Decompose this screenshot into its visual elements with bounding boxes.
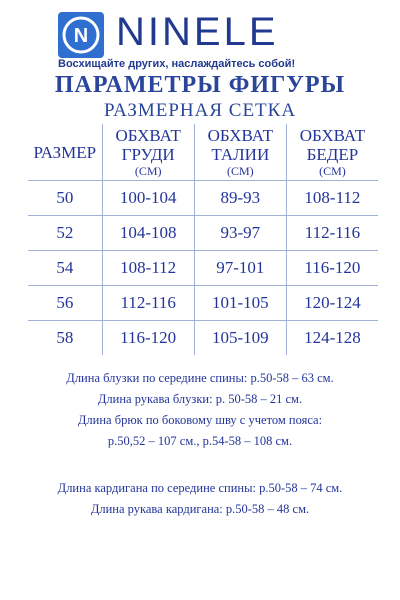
- note-cardigan-length: Длина кардигана по середине спины: р.50-58 – 74 см.: [57, 481, 343, 495]
- note-trousers-line2: р.50,52 – 107 см., р.54-58 – 108 см.: [107, 434, 293, 448]
- brand-header: [58, 10, 358, 68]
- header-chest-line1: ОБХВАТ: [115, 126, 181, 145]
- cell-size: 58: [28, 321, 102, 356]
- cell-chest: 100-104: [102, 181, 194, 216]
- cell-hips: 116-120: [286, 251, 378, 286]
- brand-slogan: Восхищайте других, наслаждайтесь собой!: [58, 58, 296, 70]
- header-waist: [194, 124, 286, 181]
- cell-chest: 108-112: [102, 251, 194, 286]
- cell-waist: 105-109: [194, 321, 286, 356]
- cell-size: 54: [28, 251, 102, 286]
- brand-logo-icon: [58, 12, 104, 58]
- measurement-notes: [0, 368, 400, 520]
- table-row: [28, 251, 378, 286]
- cell-size: 52: [28, 216, 102, 251]
- cell-hips: 124-128: [286, 321, 378, 356]
- cell-chest: 112-116: [102, 286, 194, 321]
- size-table-header: [28, 124, 378, 181]
- page-title: ПАРАМЕТРЫ ФИГУРЫ: [54, 72, 346, 98]
- note-trousers-line1: Длина брюк по боковому шву с учетом пояса:: [77, 413, 323, 427]
- header-hips-line1: ОБХВАТ: [299, 126, 366, 145]
- cell-hips: 112-116: [286, 216, 378, 251]
- header-waist-unit: (СМ): [226, 164, 254, 178]
- table-row: [28, 216, 378, 251]
- header-hips: [286, 124, 378, 181]
- header-waist-line1: ОБХВАТ: [207, 126, 273, 145]
- cell-waist: 93-97: [194, 216, 286, 251]
- table-row: [28, 181, 378, 216]
- cell-size: 56: [28, 286, 102, 321]
- cell-hips: 120-124: [286, 286, 378, 321]
- header-chest-line2: ГРУДИ: [121, 145, 175, 164]
- header-hips-unit: (СМ): [319, 164, 346, 178]
- note-cardigan-sleeve: Длина рукава кардигана: р.50-58 – 48 см.: [90, 502, 310, 516]
- header-chest: [102, 124, 194, 181]
- size-table: [28, 124, 378, 355]
- header-chest-unit: (СМ): [134, 164, 162, 178]
- header-size-label: РАЗМЕР: [33, 142, 97, 162]
- table-row: [28, 286, 378, 321]
- note-blouse-sleeve: Длина рукава блузки: р. 50-58 – 21 см.: [97, 392, 303, 406]
- header-hips-line2: БЕДЕР: [306, 145, 359, 164]
- page-subtitle: РАЗМЕРНАЯ СЕТКА: [103, 100, 297, 121]
- header-waist-line2: ТАЛИИ: [211, 145, 270, 164]
- header-size: [28, 124, 102, 181]
- cell-waist: 101-105: [194, 286, 286, 321]
- cell-hips: 108-112: [286, 181, 378, 216]
- cell-waist: 97-101: [194, 251, 286, 286]
- logo-letter: N: [73, 25, 89, 47]
- cell-size: 50: [28, 181, 102, 216]
- cell-chest: 104-108: [102, 216, 194, 251]
- notes-spacer: [0, 452, 400, 478]
- cell-chest: 116-120: [102, 321, 194, 356]
- cell-waist: 89-93: [194, 181, 286, 216]
- table-row: [28, 321, 378, 356]
- note-blouse-length: Длина блузки по середине спины: р.50-58 – 63 см.: [66, 371, 334, 385]
- brand-name: NINELE: [116, 10, 279, 54]
